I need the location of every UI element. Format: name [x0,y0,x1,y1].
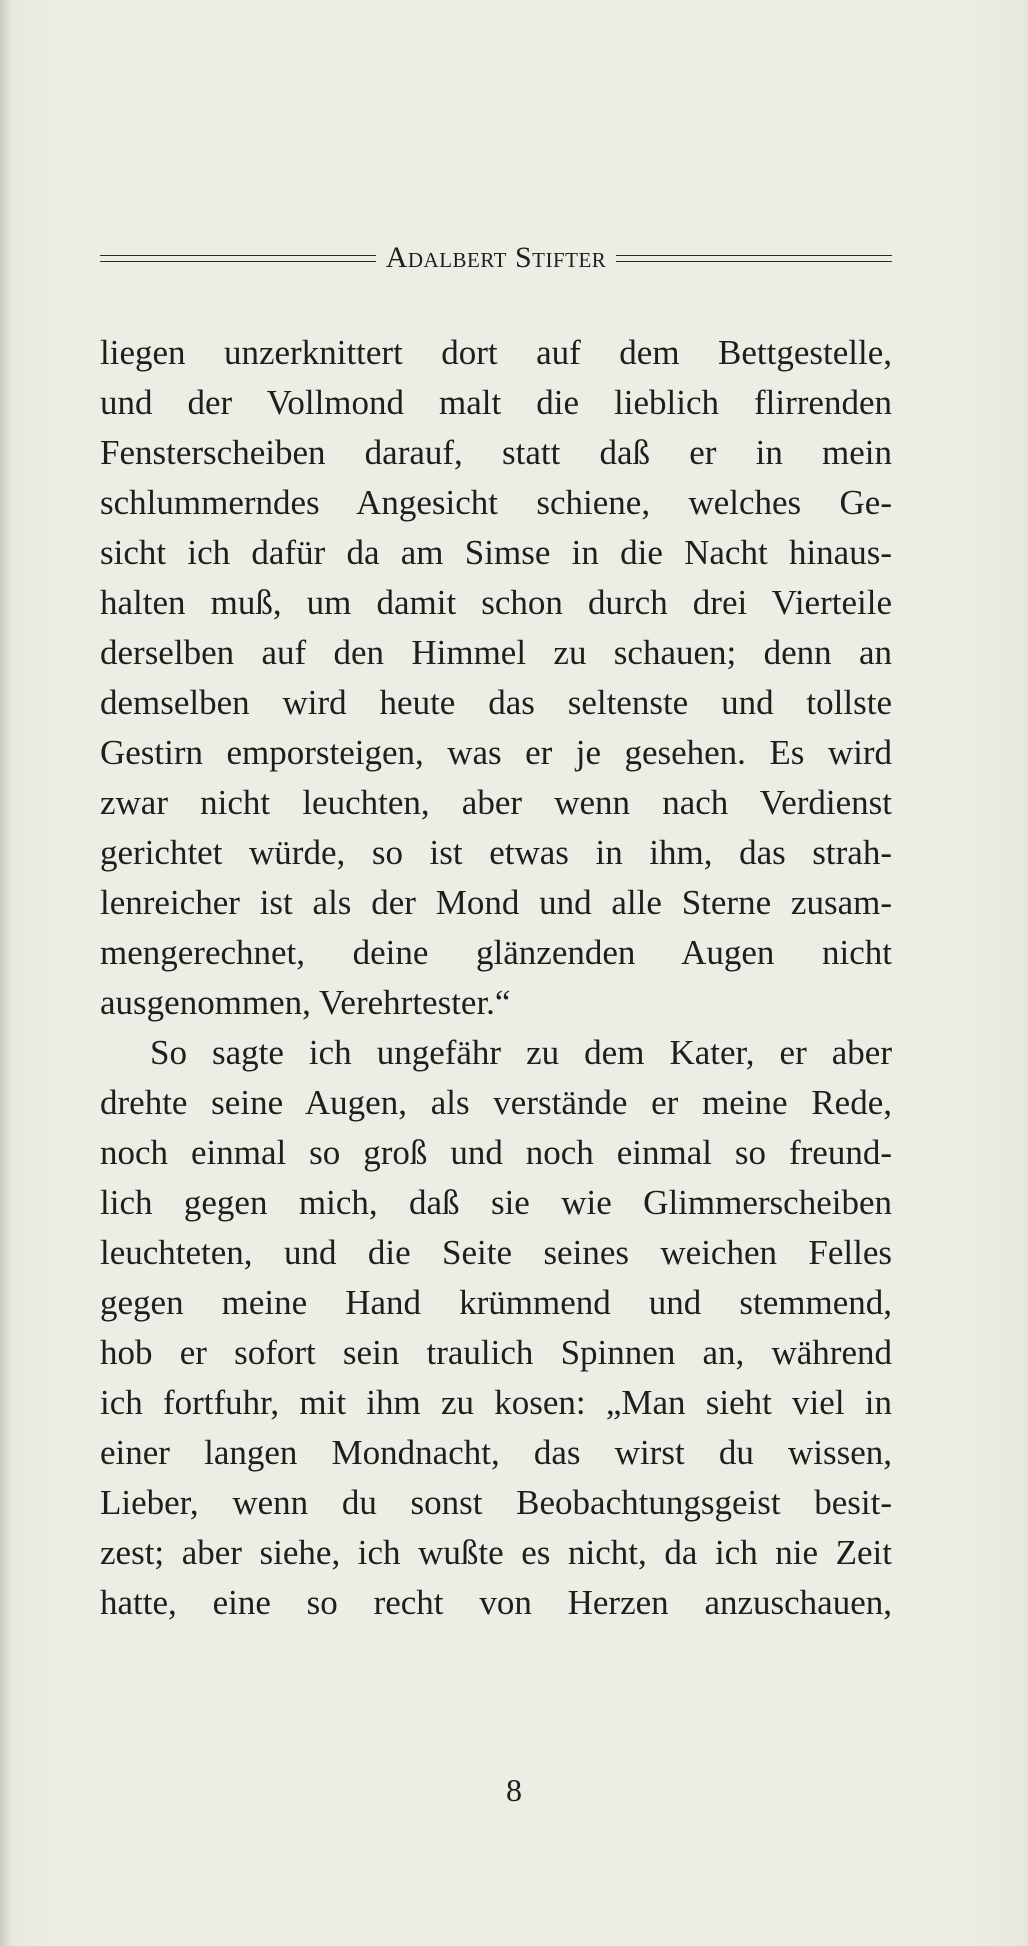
body-text [100,328,892,1628]
text-line: zwar nicht leuchten, aber wenn nach Verdienst [100,783,892,822]
text-line: zest; aber siehe, ich wußte es nicht, da ich nie Zeit [100,1533,892,1572]
page-number: 8 [506,1772,522,1808]
text-line: Gestirn emporsteigen, was er je gesehen. Es wird [100,733,892,772]
text-line: liegen unzerknittert dort auf dem Bettgestelle, [100,333,892,372]
text-line-paragraph-end: ausgenommen, Verehrtester.“ [100,983,511,1022]
running-head-title: Adalbert Stifter [385,241,607,274]
text-line: Fensterscheiben darauf, statt daß er in mein [100,433,892,472]
text-line: drehte seine Augen, als verstände er meine Rede, [100,1083,892,1122]
text-line: gegen meine Hand krümmend und stemmend, [100,1283,892,1322]
text-line: mengerechnet, deine glänzenden Augen nicht [100,933,892,972]
text-line: lenreicher ist als der Mond und alle Sterne zusam- [100,883,892,922]
text-line: lich gegen mich, daß sie wie Glimmerscheiben [100,1183,892,1222]
text-line: hob er sofort sein traulich Spinnen an, während [100,1333,892,1372]
text-line: hatte, eine so recht von Herzen anzuschauen, [100,1583,892,1622]
text-line: Lieber, wenn du sonst Beobachtungsgeist besit- [100,1483,892,1522]
text-line: einer langen Mondnacht, das wirst du wissen, [100,1433,892,1472]
running-head-rule-left [100,255,376,262]
running-head-rule-right [616,255,892,262]
text-line: ich fortfuhr, mit ihm zu kosen: „Man sieht viel in [100,1383,892,1422]
text-line: halten muß, um damit schon durch drei Vierteile [100,583,892,622]
text-line: derselben auf den Himmel zu schauen; denn an [100,633,892,672]
running-head [100,238,892,278]
text-line: sicht ich dafür da am Simse in die Nacht hinaus- [100,533,892,572]
text-line-paragraph-start: So sagte ich ungefähr zu dem Kater, er aber [150,1033,892,1072]
text-line: und der Vollmond malt die lieblich flirrenden [100,383,892,422]
text-line: noch einmal so groß und noch einmal so freund- [100,1133,892,1172]
text-line: demselben wird heute das seltenste und tollste [100,683,892,722]
text-line: gerichtet würde, so ist etwas in ihm, das strah- [100,833,892,872]
spine-shadow [0,0,10,1946]
text-line: schlummerndes Angesicht schiene, welches Ge- [100,483,892,522]
text-line: leuchteten, und die Seite seines weichen Felles [100,1233,892,1272]
